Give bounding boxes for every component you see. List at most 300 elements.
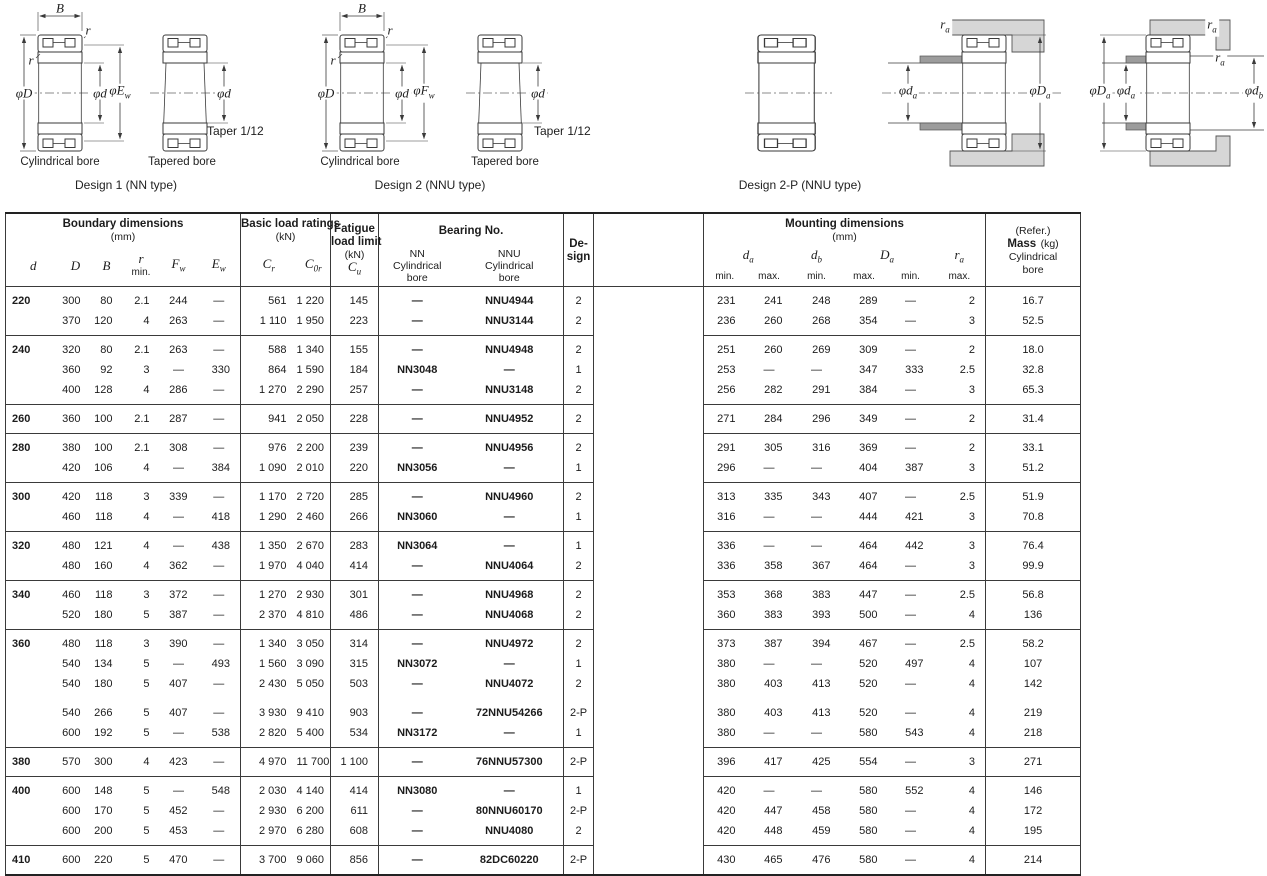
cell-Da-min: —	[888, 405, 934, 434]
cell-r-min: 4	[123, 532, 160, 557]
table-row	[6, 748, 1081, 777]
cell-Da-min: —	[888, 748, 934, 777]
cell-da-max: —	[763, 462, 775, 474]
cell-C0r: 2 050	[297, 405, 331, 434]
cell-D: 480	[61, 532, 91, 557]
cell-bearing-nn: —	[379, 336, 456, 361]
cell-B: 220	[91, 846, 123, 876]
cell-spacer	[594, 556, 704, 581]
cell-da-max: 387	[746, 630, 793, 655]
cell-mass: 146	[986, 777, 1081, 802]
cell-Da-min: 543	[905, 727, 924, 739]
dim-label-ra: $r_a$	[940, 16, 950, 35]
cell-da-min: 380	[704, 723, 746, 748]
cell-bearing-nnu: —	[503, 658, 515, 670]
cell-da-max: 260	[746, 336, 793, 361]
cell-mass: 107	[986, 654, 1081, 674]
cell-Cr: 1 350	[241, 532, 297, 557]
cell-d	[6, 458, 61, 483]
cell-Cr: 561	[241, 287, 297, 312]
cell-Cr: 1 970	[241, 556, 297, 581]
cell-Ew: —	[213, 315, 225, 327]
cell-ra-max: 4	[968, 609, 976, 621]
cell-Fw: —	[160, 532, 198, 557]
cell-r-min: 2.1	[123, 336, 160, 361]
dim-label-phiDa: $\varphi D_a$	[1089, 82, 1111, 101]
cell-spacer	[594, 694, 704, 723]
cell-da-max: 447	[764, 805, 783, 817]
table-row	[6, 581, 1081, 606]
cell-da-max: 305	[746, 434, 793, 459]
cell-mass: 218	[986, 723, 1081, 748]
cell-B: 100	[91, 434, 123, 459]
col-ra: $r_a$	[954, 246, 965, 265]
cell-da-min: 380	[704, 654, 746, 674]
cell-design: 1	[564, 360, 594, 380]
cell-d	[6, 654, 61, 674]
table-row	[6, 287, 1081, 312]
table-row	[6, 654, 1081, 674]
cell-mass: 142	[986, 674, 1081, 694]
cell-db-min: 458	[812, 805, 831, 817]
cell-d: 320	[6, 532, 61, 557]
cell-D: 520	[62, 609, 81, 621]
cell-Ew: 330	[211, 364, 230, 376]
cell-ra-max: 2	[968, 295, 976, 307]
cell-bearing-nnu: NNU3144	[485, 315, 534, 327]
cell-da-min: 236	[704, 311, 746, 336]
cell-design: 2	[564, 336, 594, 361]
cell-da-max: 465	[746, 846, 793, 876]
header-mass: (Refer.) Mass (kg) Cylindrical bore	[986, 213, 1081, 287]
cell-mass: 32.8	[986, 360, 1081, 380]
table-header	[6, 213, 1081, 287]
table-row	[6, 801, 1081, 821]
col-Ew: $E_w$	[211, 255, 226, 274]
cell-ra-max: 3	[968, 384, 976, 396]
cell-D: 360	[61, 405, 91, 434]
cell-Cr: 2 970	[241, 821, 297, 846]
cell-bearing-nnu: NNU4972	[456, 630, 564, 655]
cell-B: 180	[94, 609, 113, 621]
cell-spacer	[594, 507, 704, 532]
fig-caption: Cylindrical bore	[320, 156, 400, 168]
cell-ra-max: 3	[934, 532, 986, 557]
cell-Da-max: 309	[841, 336, 888, 361]
cell-B: 192	[94, 727, 113, 739]
cell-Cu: 1 100	[331, 748, 379, 777]
cell-Fw: —	[173, 658, 184, 670]
cell-Ew: —	[198, 483, 241, 508]
header-bearing-no: Bearing No.	[379, 213, 564, 246]
cell-d	[6, 360, 61, 380]
dim-label-phid: φd	[93, 85, 107, 101]
cell-db-min: —	[811, 658, 823, 670]
cell-Da-max: 580	[859, 805, 878, 817]
cell-Fw: 452	[169, 805, 188, 817]
cell-db-min: 248	[812, 295, 831, 307]
cell-da-max: 335	[746, 483, 793, 508]
cell-bearing-nnu: —	[503, 727, 515, 739]
cell-Da-max: 580	[859, 825, 878, 837]
cell-D: 600	[62, 825, 81, 837]
cell-design: 2	[564, 483, 594, 508]
table-row	[6, 458, 1081, 483]
cell-bearing-nn: —	[379, 846, 456, 876]
cell-r-min: 5	[123, 777, 160, 802]
cell-Da-max: 580	[841, 777, 888, 802]
cell-da-min: 360	[704, 605, 746, 630]
cell-bearing-nnu: —	[503, 511, 515, 523]
cell-D: 380	[61, 434, 91, 459]
cell-bearing-nn: NN3056	[379, 458, 456, 483]
cell-C0r: 3 090	[296, 658, 325, 670]
cell-d	[6, 556, 61, 581]
cell-D: 400	[62, 384, 81, 396]
cell-Da-min: —	[905, 805, 917, 817]
dim-label-phida: $\varphi d_a$	[898, 82, 918, 101]
cell-B: 300	[91, 748, 123, 777]
cell-C0r: 2 290	[296, 384, 325, 396]
cell-Ew: —	[198, 581, 241, 606]
cell-bearing-nnu: —	[456, 532, 564, 557]
cell-bearing-nn: NN3064	[379, 532, 456, 557]
dim-label-r: r	[330, 52, 336, 68]
cell-B: 118	[91, 581, 123, 606]
cell-Cr: 1 290	[241, 507, 297, 532]
cell-D: 420	[61, 483, 91, 508]
cell-Fw: 407	[169, 678, 188, 690]
cell-B: 121	[91, 532, 123, 557]
cell-Da-max: 347	[859, 364, 878, 376]
cell-B: 118	[91, 630, 123, 655]
cell-Cr: 2 430	[241, 674, 297, 694]
cell-spacer	[594, 821, 704, 846]
cell-da-min: 296	[704, 458, 746, 483]
cell-bearing-nn: —	[379, 694, 456, 723]
cell-design: 2-P	[564, 748, 594, 777]
cell-d: 400	[6, 777, 61, 802]
cell-design: 2	[564, 581, 594, 606]
cell-da-max: 448	[764, 825, 783, 837]
cell-bearing-nnu: NNU4072	[485, 678, 534, 690]
table-row	[6, 777, 1081, 802]
cell-spacer	[594, 311, 704, 336]
cell-r-min: 3	[123, 581, 160, 606]
cell-Fw: 339	[160, 483, 198, 508]
cell-bearing-nn: —	[379, 380, 456, 405]
cell-da-min: 353	[704, 581, 746, 606]
cell-bearing-nn: NN3060	[379, 507, 456, 532]
cell-C0r: 1 220	[296, 295, 325, 307]
bearing-group-340	[6, 581, 1081, 630]
cell-Cr: 941	[241, 405, 297, 434]
cell-ra-max: 3	[934, 748, 986, 777]
cell-ra-max: 4	[968, 658, 976, 670]
cell-Da-min: —	[888, 846, 934, 876]
cell-design: 2-P	[564, 694, 594, 723]
cell-design: 2	[564, 556, 594, 581]
cell-ra-max: 2.5	[934, 630, 986, 655]
cell-C0r: 2 930	[297, 581, 331, 606]
cell-d	[6, 605, 61, 630]
cell-Ew: —	[213, 295, 225, 307]
cell-Ew: —	[198, 630, 241, 655]
fig-caption: Tapered bore	[471, 156, 539, 168]
cell-D: 320	[61, 336, 91, 361]
cell-d: 410	[6, 846, 61, 876]
cell-design: 1	[564, 654, 594, 674]
cell-Fw: —	[173, 462, 184, 474]
cell-Da-min: —	[905, 560, 917, 572]
cell-Cr: 976	[241, 434, 297, 459]
cell-Da-min: —	[905, 295, 917, 307]
dim-label-phid: φd	[217, 85, 231, 101]
cell-bearing-nn: NN3172	[379, 723, 456, 748]
dim-label-phiDa: $\varphi D_a$	[1029, 82, 1051, 101]
cell-C0r: 4 140	[297, 777, 331, 802]
cell-D: 300	[62, 295, 81, 307]
cell-r-min: 5	[143, 678, 150, 690]
cell-db-min: 268	[812, 315, 831, 327]
fig-caption: Cylindrical bore	[20, 156, 100, 168]
cell-Cu: 608	[331, 821, 379, 846]
cell-Cu: 301	[331, 581, 379, 606]
table-row	[6, 311, 1081, 336]
header-mounting: Mounting dimensions (mm)	[704, 213, 986, 246]
cell-spacer	[594, 674, 704, 694]
dim-label-B: B	[358, 0, 366, 16]
cell-bearing-nn: —	[379, 674, 456, 694]
cell-bearing-nn: —	[379, 821, 456, 846]
cell-Da-max: 464	[841, 532, 888, 557]
cell-Cu: 534	[331, 723, 379, 748]
cell-Da-max: 520	[859, 707, 878, 719]
dim-label-r: r	[28, 52, 34, 68]
cell-bearing-nn: —	[379, 405, 456, 434]
cell-Ew: —	[198, 846, 241, 876]
cell-db-min: 367	[812, 560, 831, 572]
cell-mass: 51.2	[986, 458, 1081, 483]
dim-label-phid: φd	[395, 85, 409, 101]
cell-da-max: 241	[764, 295, 783, 307]
cell-bearing-nnu: 72NNU54266	[475, 707, 543, 719]
cell-ra-max: 2.5	[959, 364, 976, 376]
bearing-group-320	[6, 532, 1081, 581]
cell-D: 570	[61, 748, 91, 777]
cell-Cu: 856	[331, 846, 379, 876]
cell-bearing-nnu: NNU4064	[485, 560, 534, 572]
cell-db-min: 459	[812, 825, 831, 837]
cell-ra-max: 4	[968, 707, 976, 719]
cell-bearing-nnu: —	[503, 364, 515, 376]
col-nn-bore: NN Cylindrical bore	[379, 246, 456, 287]
table-row	[6, 532, 1081, 557]
cell-da-min: 420	[704, 777, 746, 802]
cell-r-min: 5	[143, 707, 150, 719]
cell-design: 2	[564, 380, 594, 405]
cell-da-min: 336	[704, 556, 746, 581]
cell-ra-max: 4	[968, 825, 976, 837]
cell-ra-max: 3	[968, 462, 976, 474]
cell-mass: 56.8	[986, 581, 1081, 606]
cell-Fw: 308	[160, 434, 198, 459]
cell-Da-min: 421	[905, 511, 924, 523]
cell-db-min: 269	[793, 336, 841, 361]
cell-r-min: 3	[123, 630, 160, 655]
cell-bearing-nnu: —	[456, 777, 564, 802]
cell-Da-max: 464	[859, 560, 878, 572]
cell-ra-max: 3	[968, 315, 976, 327]
cell-bearing-nnu: 80NNU60170	[475, 805, 543, 817]
cell-bearing-nnu: NNU4944	[485, 295, 534, 307]
cell-D: 600	[62, 727, 81, 739]
cell-D: 540	[62, 707, 81, 719]
cell-r-min: 4	[123, 748, 160, 777]
cell-Da-max: 444	[859, 511, 878, 523]
cell-C0r: 1 950	[296, 315, 325, 327]
cell-r-min: 5	[143, 727, 150, 739]
cell-Cu: 239	[331, 434, 379, 459]
cell-B: 80	[91, 336, 123, 361]
table-row	[6, 821, 1081, 846]
cell-Cr: 1 170	[241, 483, 297, 508]
cell-Ew: —	[213, 609, 225, 621]
table-row	[6, 483, 1081, 508]
cell-Da-max: 384	[859, 384, 878, 396]
cell-Ew: —	[198, 336, 241, 361]
cell-bearing-nnu: 82DC60220	[456, 846, 564, 876]
cell-B: 160	[94, 560, 113, 572]
bearing-group-410	[6, 846, 1081, 876]
cell-design: 2	[564, 311, 594, 336]
bearing-group-300	[6, 483, 1081, 532]
dim-label-phid: φd	[531, 85, 545, 101]
cell-Fw: 287	[160, 405, 198, 434]
cell-Ew: 384	[211, 462, 230, 474]
col-da-max: max.	[758, 271, 780, 283]
cell-design: 1	[564, 723, 594, 748]
cell-Fw: 372	[160, 581, 198, 606]
table-row	[6, 434, 1081, 459]
cell-Cr: 3 930	[241, 694, 297, 723]
cell-B: 148	[91, 777, 123, 802]
cell-C0r: 2 720	[297, 483, 331, 508]
cell-Da-min: —	[905, 825, 917, 837]
cell-d	[6, 674, 61, 694]
col-Da-min: min.	[901, 271, 920, 283]
cell-Da-max: 520	[859, 658, 878, 670]
cell-D: 460	[61, 581, 91, 606]
cell-Fw: 453	[169, 825, 188, 837]
col-Cr: $C_r$	[241, 246, 297, 287]
cell-db-min: —	[811, 364, 823, 376]
cell-db-min: 476	[793, 846, 841, 876]
cell-db-min: —	[793, 532, 841, 557]
cell-design: 2	[564, 674, 594, 694]
table-row	[6, 405, 1081, 434]
cell-design: 2	[564, 434, 594, 459]
cell-Cr: 2 030	[241, 777, 297, 802]
taper-label: Taper 1/12	[207, 124, 264, 138]
cell-d: 240	[6, 336, 61, 361]
cell-Ew: 418	[211, 511, 230, 523]
cell-bearing-nnu: NNU4948	[456, 336, 564, 361]
cell-Cu: 155	[331, 336, 379, 361]
cell-Fw: —	[173, 364, 184, 376]
cell-ra-max: 4	[934, 846, 986, 876]
table-row	[6, 605, 1081, 630]
table-row	[6, 630, 1081, 655]
cell-Da-max: 467	[841, 630, 888, 655]
cell-C0r: 4 810	[296, 609, 325, 621]
cell-Da-min: —	[888, 483, 934, 508]
cell-bearing-nn: —	[379, 556, 456, 581]
fig-caption: Tapered bore	[148, 156, 216, 168]
cell-spacer	[594, 801, 704, 821]
cell-Da-max: 554	[841, 748, 888, 777]
cell-Ew: —	[213, 825, 225, 837]
cell-spacer	[594, 405, 704, 434]
cell-bearing-nn: —	[379, 630, 456, 655]
cell-da-max: 417	[746, 748, 793, 777]
cell-Da-min: —	[888, 336, 934, 361]
cell-C0r: 9 410	[296, 707, 325, 719]
cell-D: 480	[61, 630, 91, 655]
cell-Da-max: 500	[859, 609, 878, 621]
cell-r-min: 5	[143, 805, 150, 817]
cell-Cr: 1 560	[241, 654, 297, 674]
cell-d: 220	[12, 295, 31, 307]
cell-C0r: 3 050	[297, 630, 331, 655]
cell-Fw: 390	[160, 630, 198, 655]
cell-da-min: 396	[704, 748, 746, 777]
cell-da-max: 282	[764, 384, 783, 396]
cell-db-min: 383	[793, 581, 841, 606]
cell-design: 1	[564, 532, 594, 557]
cell-da-max: 358	[764, 560, 783, 572]
dim-label-r: r	[85, 22, 91, 38]
cell-Da-max: 520	[859, 678, 878, 690]
cell-Cu: 223	[331, 311, 379, 336]
cell-Da-min: —	[888, 434, 934, 459]
bearing-group-260	[6, 405, 1081, 434]
cell-ra-max: 3	[968, 511, 976, 523]
cell-d	[6, 723, 61, 748]
cell-bearing-nn: NN3072	[379, 654, 456, 674]
cell-da-max: 368	[746, 581, 793, 606]
cell-da-max: 260	[764, 315, 783, 327]
cell-Cr: 3 700	[241, 846, 297, 876]
cell-d: 380	[6, 748, 61, 777]
cell-design: 2	[564, 287, 594, 312]
cell-da-min: 256	[704, 380, 746, 405]
bearing-group-380	[6, 748, 1081, 777]
cell-Fw: 263	[169, 315, 188, 327]
cell-Cr: 1 090	[241, 458, 297, 483]
cell-spacer	[594, 846, 704, 876]
cell-Da-min: 387	[905, 462, 924, 474]
cell-D: 600	[62, 805, 81, 817]
cell-B: 80	[100, 295, 113, 307]
cell-Cu: 257	[331, 380, 379, 405]
cell-d: 360	[6, 630, 61, 655]
cell-B: 200	[94, 825, 113, 837]
cell-ra-max: 2	[934, 434, 986, 459]
cell-da-min: 316	[704, 507, 746, 532]
cell-da-max: —	[763, 364, 775, 376]
col-Da: $D_a$	[880, 246, 894, 265]
